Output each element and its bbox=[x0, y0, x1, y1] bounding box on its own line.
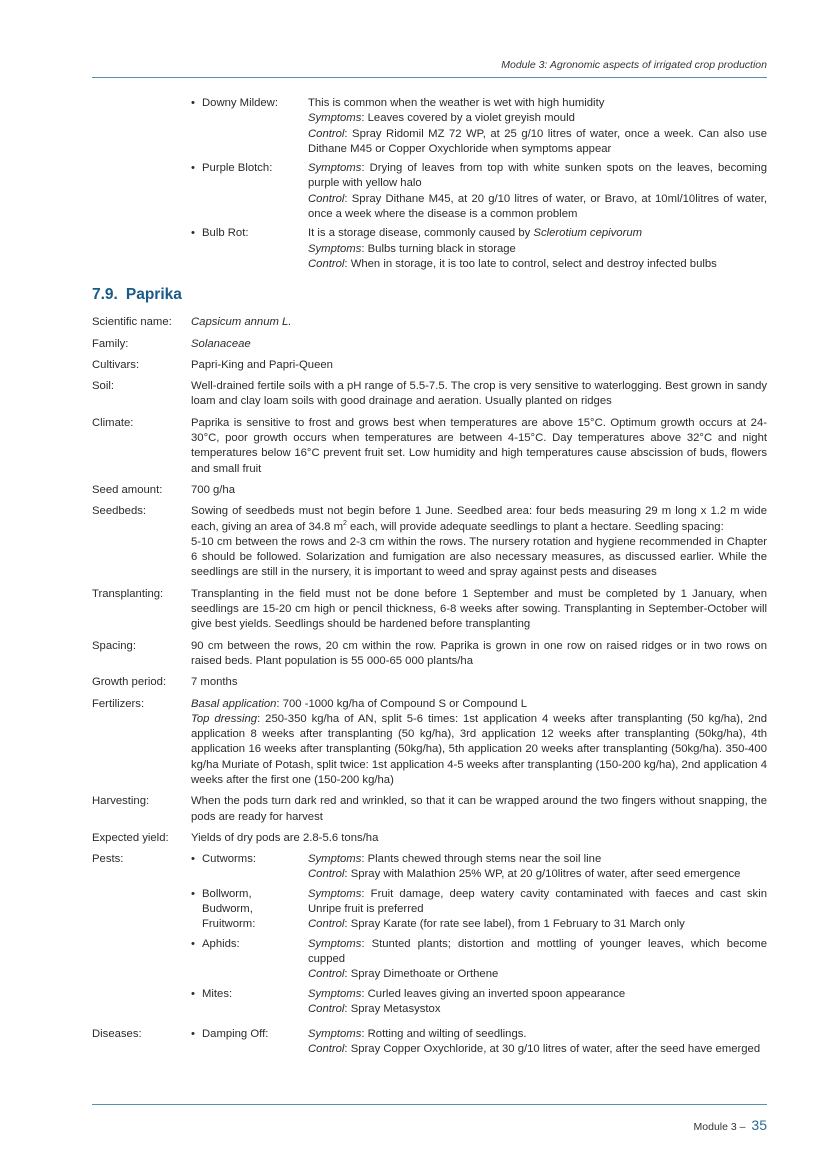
row-label: Family: bbox=[92, 337, 129, 350]
info-row-pests bbox=[92, 852, 767, 1021]
row-value: Basal application: 700 -1000 kg/ha of Compound S or Compound L Top dressing: 250-350 kg/ha of AN, split 5-6 times: 1st application 4 weeks after transplanting (50 kg/ha), 2nd application 8 weeks after transplanting (50 kg/ha), 3rd application 12 weeks after transplanting (50kg/ha), 4th application 16 weeks after transplanting (50kg/ha), 5th application 20 weeks after transplanting (50kg/ha). 350-400 kg/ha Muriate of Potash, split twice: 1st application 4-5 weeks after transplanting (150-200 kg/ha), 2nd application 4 weeks after the first one (150-200 kg/ha) bbox=[191, 697, 767, 786]
pest-name: Cutworms: bbox=[202, 853, 256, 866]
row-value: Sowing of seedbeds must not begin before 1 June. Seedbed area: four beds measuring 29 m long x 1.2 m wide each, giving an area of 34.8 $m^2$ each, will provide adequate seedlings to plant a hectare. Seedling spacing: 5-10 cm between the rows and 2-3 cm within the rows. The nursery rotation and hygiene recommended in Chapter 6 should be followed. Solarization and fumigation are also necessary measures, as discussed earlier. While the seedlings are still in the nursery, it is important to weed and spray against pests and diseases bbox=[191, 505, 767, 579]
row-value: Transplanting in the field must not be done before 1 September and must be completed by 1 January, when seedlings are 15-20 cm high or pencil thickness, 6-8 weeks after sowing. Transplanting in September-October will give best yields. Seedlings should be hardened before transplanting bbox=[191, 587, 767, 631]
row-label: Climate: bbox=[92, 416, 134, 429]
footer-module: Module 3 bbox=[693, 1121, 737, 1133]
disease-intro: This is common when the weather is wet with high humidity bbox=[308, 97, 605, 109]
row-label: Soil: bbox=[92, 380, 114, 393]
info-row-cultivars bbox=[92, 358, 767, 373]
disease-name: • Downy Mildew: bbox=[191, 96, 308, 157]
list-item: • Bulb Rot: It is a storage disease, commonly caused by Sclerotium cepivorum Symptoms: Bulbs turning black in storage Control: When in storage, it is too late to control, select and destroy infected bulbs bbox=[191, 226, 767, 272]
row-label: Scientific name: bbox=[92, 316, 172, 329]
list-item: • Downy Mildew: This is common when the weather is wet with high humidity Symptoms: Leaves covered by a violet greyish mould Control: Spray Ridomil MZ 72 WP, at 25 g/10 litres of water, once a week. Can also use Dithane M45 or Copper Oxychloride when symptoms appear bbox=[191, 96, 767, 157]
list-item: • Bollworm, Budworm, Fruitworm: Symptoms: Fruit damage, deep watery cavity contaminated with faeces and cast skin Unripe fruit is preferred Control: Spray Karate (for rate see label), from 1 February to 31 March only bbox=[191, 887, 767, 933]
row-label: Transplanting: bbox=[92, 587, 164, 600]
disease-intro: It is a storage disease, commonly caused by bbox=[308, 227, 534, 240]
row-value: When the pods turn dark red and wrinkled, so that it can be wrapped around the two fingers without snapping, the pods are ready for harvest bbox=[191, 795, 767, 823]
row-value: Papri-King and Papri-Queen bbox=[191, 358, 333, 371]
info-row-expected-yield bbox=[92, 831, 767, 846]
row-value: Well-drained fertile soils with a pH range of 5.5-7.5. The crop is very sensitive to waterlogging. Best grown in sandy loam and clay loam soils with good drainage and aeration. Usually planted on ridges bbox=[191, 380, 767, 408]
info-row-soil bbox=[92, 379, 767, 410]
page-content bbox=[92, 96, 767, 1068]
info-row-climate bbox=[92, 416, 767, 477]
info-row-growth-period bbox=[92, 675, 767, 690]
disease-name: • Purple Blotch: bbox=[191, 161, 308, 222]
disease-list bbox=[191, 1027, 767, 1062]
section-number: 7.9. bbox=[92, 286, 118, 304]
info-row-scientific-name bbox=[92, 315, 767, 330]
row-label: Fertilizers: bbox=[92, 697, 145, 710]
onion-disease-list bbox=[191, 96, 767, 272]
section-title: Paprika bbox=[125, 286, 182, 304]
disease-name: • Bulb Rot: bbox=[191, 226, 308, 272]
row-label: Pests: bbox=[92, 853, 124, 866]
pest-list bbox=[191, 852, 767, 1021]
row-label: Growth period: bbox=[92, 676, 167, 689]
row-value: Paprika is sensitive to frost and grows best when temperatures are above 15°C. Optimum growth occurs at 24-30°C, poor growth occurs when temperatures are between 4-15°C. Day temperatures above 32°C and night temperatures below 16°C prevent fruit set. Low humidity and high temperatures cause abscission of buds, flowers and small fruit bbox=[191, 416, 767, 475]
symptoms-text: Drying of leaves from top with white sunken spots on the leaves, becoming purple with yellow halo bbox=[308, 162, 767, 190]
header-rule bbox=[92, 77, 767, 78]
info-row-seed-amount bbox=[92, 483, 767, 498]
control-text: When in storage, it is too late to control, select and destroy infected bulbs bbox=[350, 257, 717, 270]
disease-name: Damping Off: bbox=[202, 1028, 269, 1041]
info-row-seedbeds bbox=[92, 504, 767, 580]
pathogen-name: Sclerotium cepivorum bbox=[533, 227, 643, 240]
info-row-harvesting bbox=[92, 794, 767, 825]
row-value: 7 months bbox=[191, 676, 238, 689]
control-label: Control bbox=[308, 192, 345, 205]
control-label: Control bbox=[308, 127, 345, 140]
row-label: Diseases: bbox=[92, 1028, 142, 1041]
info-row-family bbox=[92, 337, 767, 352]
page-number: 35 bbox=[751, 1117, 767, 1133]
row-label: Expected yield: bbox=[92, 831, 169, 844]
list-item: • Cutworms: Symptoms: Plants chewed through stems near the soil line Control: Spray with Malathion 25% WP, at 20 g/10litres of water, after seed emergence bbox=[191, 852, 767, 883]
list-item: • Damping Off: Symptoms: Rotting and wilting of seedlings. Control: Spray Copper Oxychloride, at 30 g/10 litres of water, after the seed have emerged bbox=[191, 1027, 767, 1058]
section-heading bbox=[92, 285, 767, 305]
control-label: Control bbox=[308, 257, 345, 270]
row-label: Seed amount: bbox=[92, 483, 163, 496]
row-label: Spacing: bbox=[92, 639, 136, 652]
row-value: 90 cm between the rows, 20 cm within the row. Paprika is grown in one row on raised ridges or in two rows on raised beds. Plant population is 55 000-65 000 plants/ha bbox=[191, 639, 767, 667]
control-text: Spray Dithane M45, at 20 g/10 litres of water, or Bravo, at 10ml/10litres of water, once a week where the disease is a common problem bbox=[308, 192, 768, 221]
row-label: Seedbeds: bbox=[92, 505, 147, 518]
info-row-diseases bbox=[92, 1027, 767, 1062]
running-header: Module 3: Agronomic aspects of irrigated crop production bbox=[501, 59, 767, 71]
symptoms-text: Leaves covered by a violet greyish mould bbox=[367, 112, 575, 125]
pest-name: Bollworm, Budworm, Fruitworm: bbox=[202, 887, 256, 931]
pest-name: Aphids: bbox=[202, 937, 240, 950]
list-item: • Aphids: Symptoms: Stunted plants; distortion and mottling of younger leaves, which become cupped Control: Spray Dimethoate or Orthene bbox=[191, 937, 767, 983]
row-value: Capsicum annum L. bbox=[191, 316, 292, 329]
symptoms-label: Symptoms bbox=[308, 242, 362, 255]
row-value: 700 g/ha bbox=[191, 483, 235, 496]
info-row-transplanting bbox=[92, 587, 767, 633]
control-text: Spray Ridomil MZ 72 WP, at 25 g/10 litres of water, once a week. Can also use Dithane M45 or Copper Oxychloride when symptoms appear bbox=[308, 127, 767, 155]
page-footer: Module 3 – 35 bbox=[693, 1117, 767, 1133]
footer-rule bbox=[92, 1104, 767, 1105]
list-item: • Purple Blotch: Symptoms: Drying of leaves from top with white sunken spots on the leaves, becoming purple with yellow halo Control: Spray Dithane M45, at 20 g/10 litres of water, or Bravo, at 10ml/10litres of water, once a week where the disease is a common problem bbox=[191, 161, 767, 222]
row-label: Cultivars: bbox=[92, 358, 140, 371]
row-value: Solanaceae bbox=[191, 337, 251, 350]
info-row-fertilizers bbox=[92, 697, 767, 789]
list-item: • Mites: Symptoms: Curled leaves giving an inverted spoon appearance Control: Spray Metasystox bbox=[191, 987, 767, 1018]
pest-name: Mites: bbox=[202, 987, 233, 1000]
info-row-spacing bbox=[92, 639, 767, 670]
symptoms-text: Bulbs turning black in storage bbox=[367, 242, 516, 255]
row-label: Harvesting: bbox=[92, 795, 150, 808]
row-value: Yields of dry pods are 2.8-5.6 tons/ha bbox=[191, 831, 379, 844]
symptoms-label: Symptoms bbox=[308, 112, 362, 125]
symptoms-label: Symptoms bbox=[308, 162, 362, 175]
